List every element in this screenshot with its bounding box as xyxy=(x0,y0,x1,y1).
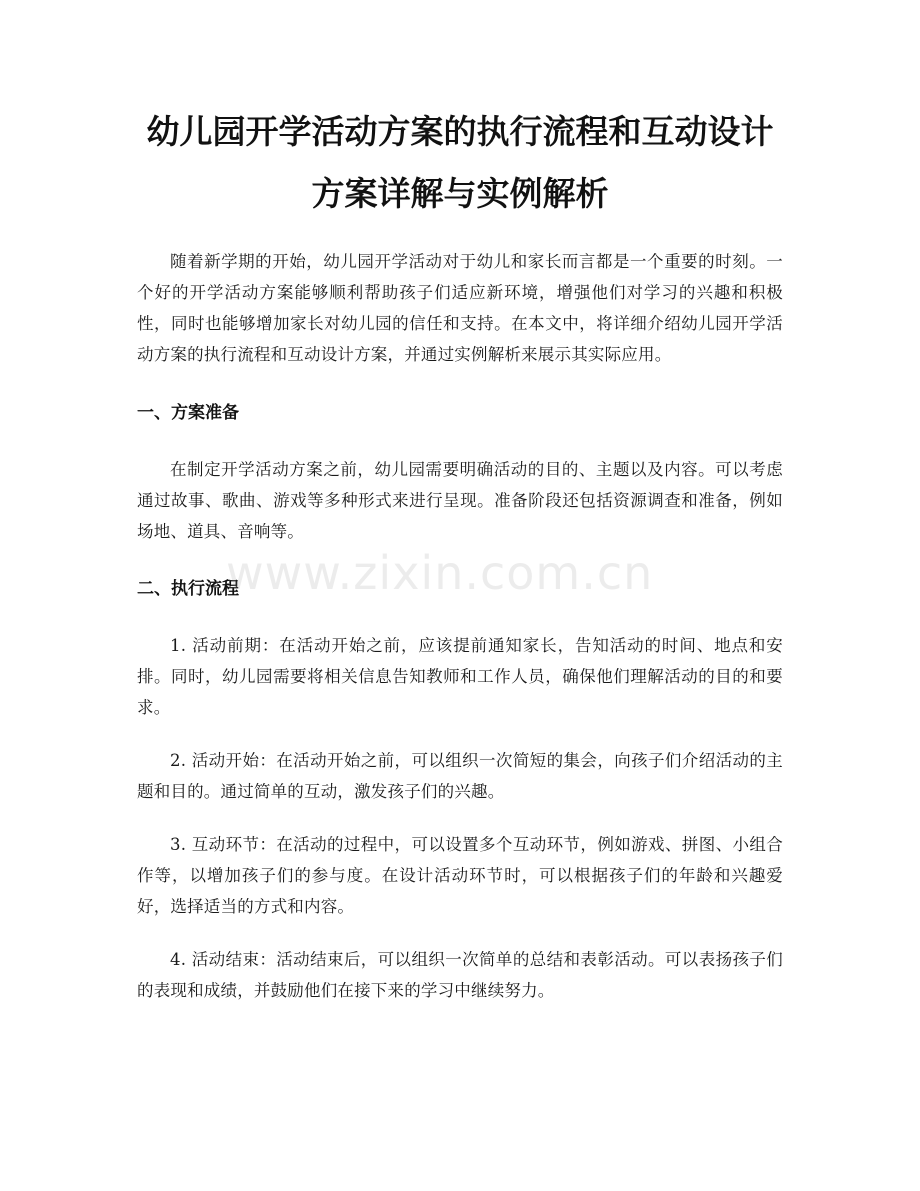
intro-paragraph: 随着新学期的开始，幼儿园开学活动对于幼儿和家长而言都是一个重要的时刻。一个好的开学活动方案能够顺利帮助孩子们适应新环境，增强他们对学习的兴趣和积极性，同时也能够增加家长对幼儿园的信任和支持。在本文中，将详细介绍幼儿园开学活动方案的执行流程和互动设计方案，并通过实例解析来展示其实际应用。 xyxy=(137,252,783,364)
section-heading-execution: 二、执行流程 xyxy=(137,579,239,599)
step-paragraph-4: 4. 活动结束：活动结束后，可以组织一次简单的总结和表彰活动。可以表扬孩子们的表现和成绩，并鼓励他们在接下来的学习中继续努力。 xyxy=(137,950,783,1000)
watermark: www.zixin.com.cn xyxy=(226,546,654,600)
document-title-line2: 方案详解与实例解析 xyxy=(311,174,609,213)
step-paragraph-2: 2. 活动开始：在活动开始之前，可以组织一次简短的集会，向孩子们介绍活动的主题和目的。通过简单的互动，激发孩子们的兴趣。 xyxy=(137,751,783,801)
section-heading-preparation: 一、方案准备 xyxy=(137,403,239,423)
document-title-line1: 幼儿园开学活动方案的执行流程和互动设计 xyxy=(146,112,774,151)
preparation-paragraph: 在制定开学活动方案之前，幼儿园需要明确活动的目的、主题以及内容。可以考虑通过故事、歌曲、游戏等多种形式来进行呈现。准备阶段还包括资源调查和准备，例如场地、道具、音响等。 xyxy=(137,460,783,541)
step-paragraph-1: 1. 活动前期：在活动开始之前，应该提前通知家长，告知活动的时间、地点和安排。同时，幼儿园需要将相关信息告知教师和工作人员，确保他们理解活动的目的和要求。 xyxy=(137,636,783,717)
document-body xyxy=(137,246,783,1028)
step-paragraph-3: 3. 互动环节：在活动的过程中，可以设置多个互动环节，例如游戏、拼图、小组合作等，以增加孩子们的参与度。在设计活动环节时，可以根据孩子们的年龄和兴趣爱好，选择适当的方式和内容。 xyxy=(137,835,783,916)
